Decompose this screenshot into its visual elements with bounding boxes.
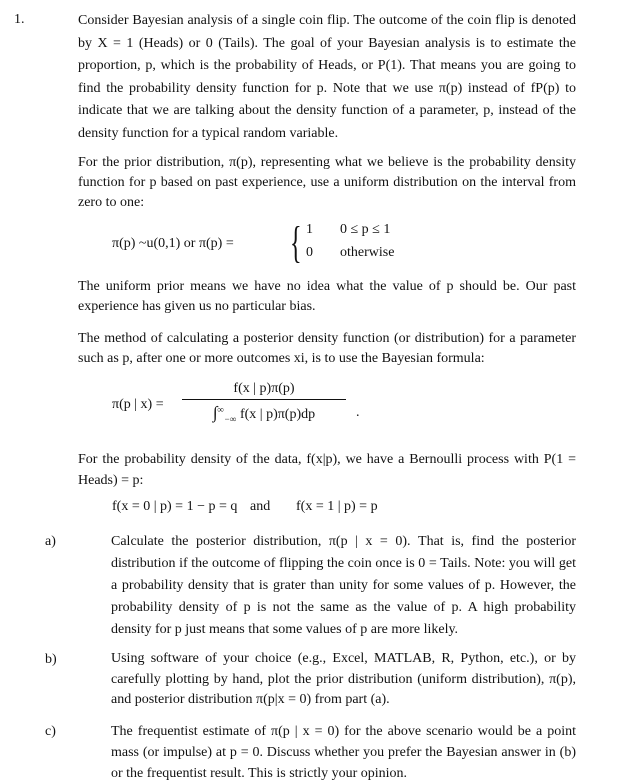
prior-equation-lhs: π(p) ~u(0,1) or π(p) = bbox=[112, 236, 234, 251]
part-b-label: b) bbox=[45, 652, 57, 667]
bernoulli-left: f(x = 0 | p) = 1 − p = q bbox=[112, 499, 238, 514]
cases-brace: { bbox=[290, 218, 302, 267]
bernoulli-equation bbox=[78, 499, 576, 521]
uniform-paragraph: The uniform prior means we have no idea what the value of p should be. Our past experience has given us no particular bias. bbox=[78, 279, 576, 314]
method-paragraph: The method of calculating a posterior density function (or distribution) for a parameter such as p, after one or more outcomes xi, is to use the Bayesian formula: bbox=[78, 331, 576, 366]
problem-number: 1. bbox=[14, 12, 25, 27]
part-c-text: The frequentist estimate of π(p | x = 0) for the above scenario would be a point mass (or impulse) at p = 0. Discuss whether you prefer the Bayesian answer in (b) or the frequentist result. This is strictly your opinion. bbox=[111, 723, 576, 781]
part-a-text: Calculate the posterior distribution, π(p | x = 0). That is, find the posterior distribution if the outcome of flipping the coin once is 0 = Tails. Note: you will get a probability density that is grater than unity for some values of p. However, the probability density of p is not the same as the value of p. A high probability density for p just means that some values of p are more likely. bbox=[111, 534, 576, 637]
case1-value: 1 bbox=[306, 222, 313, 237]
integral-icon: ∫ bbox=[212, 403, 218, 422]
problem-body bbox=[45, 10, 576, 784]
part-a bbox=[45, 531, 576, 641]
bernoulli-right: f(x = 1 | p) = p bbox=[296, 499, 378, 514]
bayes-end-period: . bbox=[356, 405, 360, 420]
integral-upper-limit: ∞ bbox=[217, 404, 224, 415]
case1-condition: 0 ≤ p ≤ 1 bbox=[340, 222, 391, 237]
intro-paragraph: Consider Bayesian analysis of a single coin flip. The outcome of the coin flip is denoted by X = 1 (Heads) or 0 (Tails). The goal of your Bayesian analysis is to estimate the proportion, p, which is the probability of Heads, or P(1). That means you are going to find the probability density function for p. Note that we use π(p) instead of fP(p) to indicate that we are talking about the density function of a parameter, p, instead of the density function for a typical random variable. bbox=[78, 13, 576, 141]
bayes-denominator: f(x | p)π(p)dp bbox=[239, 407, 316, 422]
part-c-label: c) bbox=[45, 723, 56, 739]
data-paragraph: For the probability density of the data, f(x|p), we have a Bernoulli process with P(1 = Heads) = p: bbox=[78, 452, 576, 488]
prior-equation bbox=[78, 219, 576, 271]
bernoulli-and: and bbox=[250, 499, 271, 514]
part-b bbox=[45, 649, 576, 711]
bayes-equation bbox=[78, 381, 576, 441]
bayes-lhs: π(p | x) = bbox=[112, 397, 164, 412]
part-c bbox=[45, 721, 576, 784]
integral-lower-limit: −∞ bbox=[223, 413, 237, 424]
bayes-numerator: f(x | p)π(p) bbox=[233, 381, 295, 396]
part-b-text: Using software of your choice (e.g., Excel, MATLAB, R, Python, etc.), or by carefully plotting by hand, plot the prior distribution (uniform distribution), π(p), and posterior distribution π(p|x = 0) from part (a). bbox=[111, 651, 576, 707]
prior-paragraph: For the prior distribution, π(p), representing what we believe is the probability density function for p based on past experience, use a uniform distribution on the interval from zero to one: bbox=[78, 155, 576, 210]
case2-value: 0 bbox=[306, 245, 313, 260]
part-a-label: a) bbox=[45, 534, 56, 549]
case2-condition: otherwise bbox=[340, 245, 395, 260]
bayes-fraction bbox=[178, 381, 350, 424]
bayes-denominator-group bbox=[178, 400, 350, 424]
